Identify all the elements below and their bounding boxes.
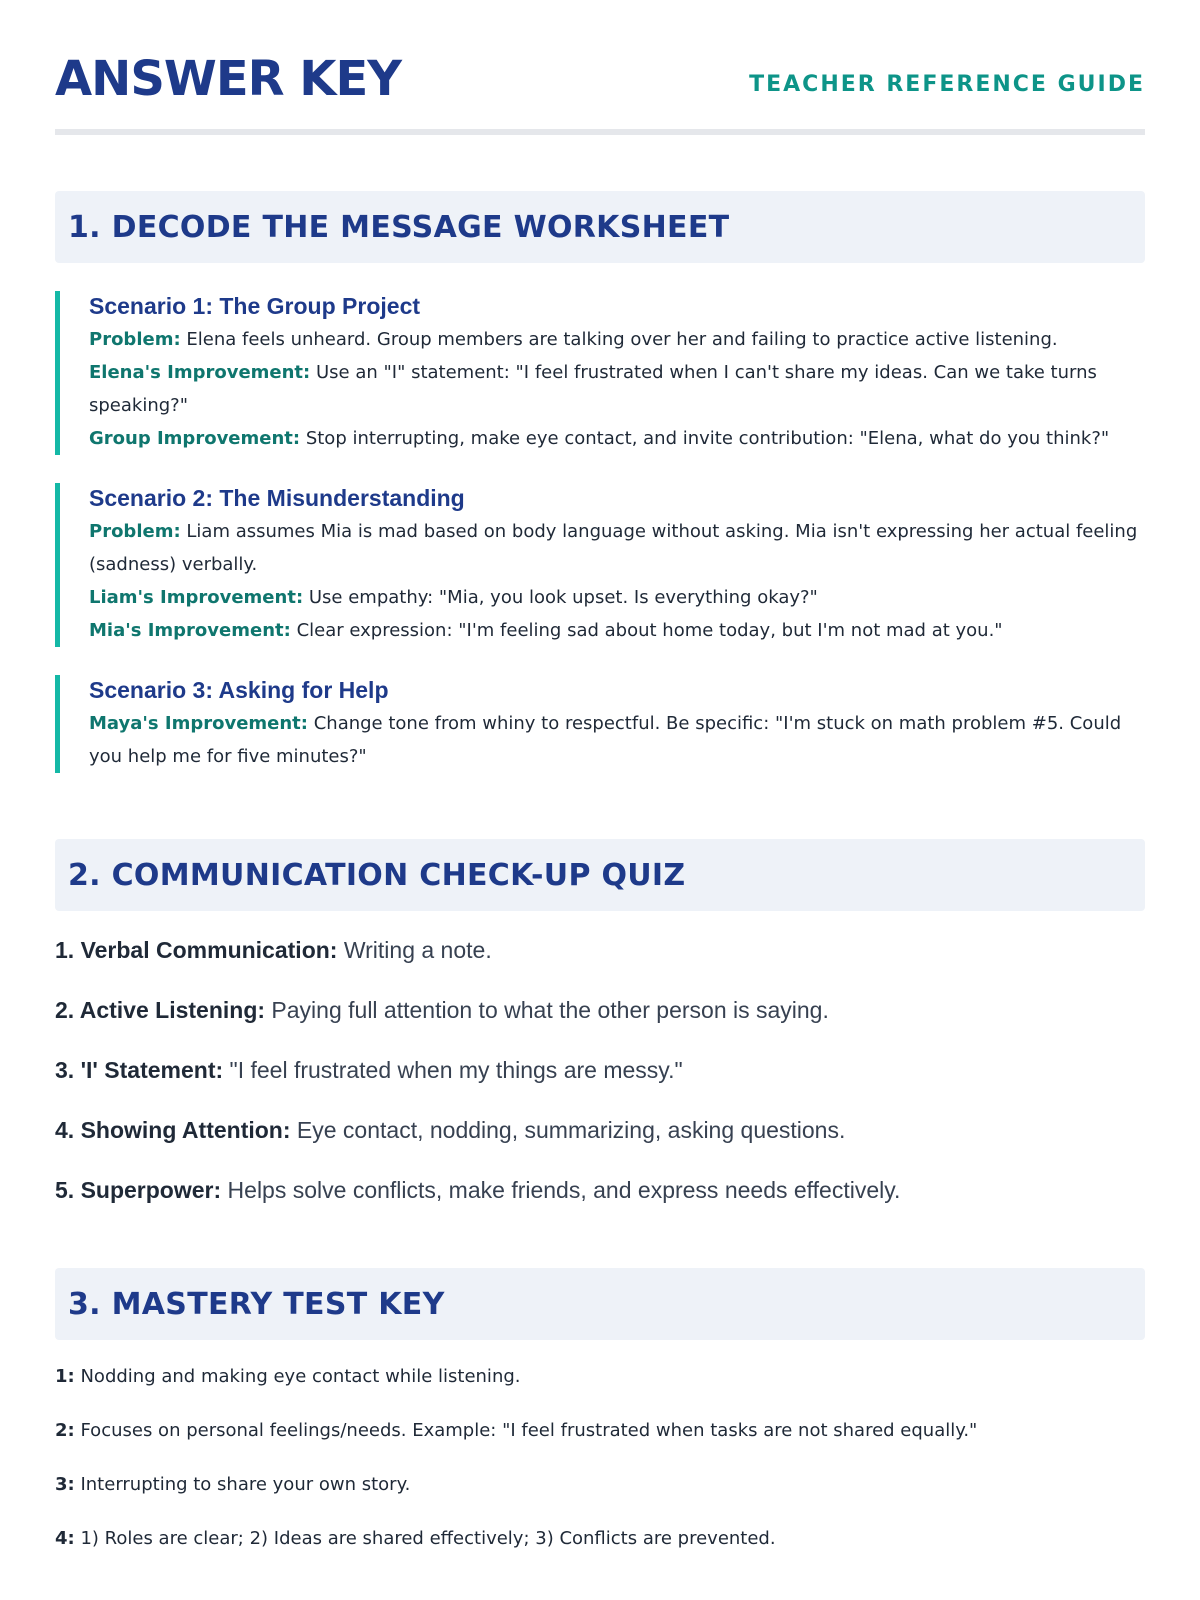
mastery-answer-text: Interrupting to share your own story. — [80, 1474, 411, 1495]
line-text: Change tone from whiny to respectful. Be specific: "I'm stuck on math problem #5. Could you help me for five minutes?" — [89, 713, 1122, 767]
quiz-answer-label: 1. Verbal Communication: — [55, 937, 338, 963]
quiz-answer-label: 2. Active Listening: — [55, 997, 266, 1023]
quiz-answer-label: 3. 'I' Statement: — [55, 1057, 224, 1083]
mastery-answers — [55, 1364, 1145, 1552]
section-2-header — [55, 839, 1145, 911]
quiz-answers — [55, 935, 1145, 1206]
page-header — [55, 0, 1145, 135]
line-text: Clear expression: "I'm feeling sad about home today, but I'm not mad at you." — [296, 620, 1003, 641]
section-1-heading: 1. DECODE THE MESSAGE WORKSHEET — [68, 209, 730, 245]
line-text: Stop interrupting, make eye contact, and invite contribution: "Elena, what do you think?" — [305, 428, 1110, 449]
scenario-2 — [55, 483, 1145, 647]
mastery-answer-label: 3: — [55, 1474, 75, 1495]
page-subtitle: TEACHER REFERENCE GUIDE — [749, 72, 1145, 97]
section-1-header — [55, 191, 1145, 263]
quiz-answer-text: Helps solve conflicts, make friends, and express needs effectively. — [227, 1177, 901, 1203]
scenario-title: Scenario 1: The Group Project — [89, 293, 421, 319]
scenario-line — [89, 323, 1145, 356]
quiz-answer — [55, 935, 1145, 966]
scenario-line — [89, 356, 1145, 422]
scenario-title: Scenario 2: The Misunderstanding — [89, 485, 465, 511]
quiz-answer-label: 4. Showing Attention: — [55, 1117, 291, 1143]
mastery-answer-label: 2: — [55, 1420, 75, 1441]
line-label: Group Improvement: — [89, 428, 301, 449]
quiz-answer — [55, 1175, 1145, 1206]
mastery-answer-text: 1) Roles are clear; 2) Ideas are shared effectively; 3) Conflicts are prevented. — [80, 1528, 776, 1549]
line-text: Use an "I" statement: "I feel frustrated when I can't share my ideas. Can we take turns speaking?" — [89, 362, 1097, 416]
mastery-answer-text: Nodding and making eye contact while listening. — [80, 1366, 521, 1387]
line-text: Elena feels unheard. Group members are talking over her and failing to practice active listening. — [186, 329, 1058, 350]
scenario-3 — [55, 675, 1145, 773]
scenario-line — [89, 614, 1145, 647]
mastery-answer — [55, 1418, 1145, 1444]
quiz-answer-text: Paying full attention to what the other person is saying. — [271, 997, 829, 1023]
quiz-answer — [55, 1115, 1145, 1146]
line-label: Problem: — [89, 329, 181, 350]
scenario-title: Scenario 3: Asking for Help — [89, 677, 389, 703]
mastery-answer-text: Focuses on personal feelings/needs. Example: "I feel frustrated when tasks are not shared equally." — [80, 1420, 978, 1441]
mastery-answer — [55, 1472, 1145, 1498]
quiz-answer — [55, 1055, 1145, 1086]
line-label: Elena's Improvement: — [89, 362, 311, 383]
line-text: Liam assumes Mia is mad based on body language without asking. Mia isn't expressing her actual feeling (sadness) verbally. — [89, 521, 1138, 575]
line-label: Problem: — [89, 521, 181, 542]
quiz-answer-label: 5. Superpower: — [55, 1177, 222, 1203]
quiz-answer-text: Writing a note. — [343, 937, 492, 963]
scenario-line — [89, 581, 1145, 614]
line-label: Liam's Improvement: — [89, 587, 304, 608]
line-label: Maya's Improvement: — [89, 713, 308, 734]
section-2-heading: 2. COMMUNICATION CHECK-UP QUIZ — [68, 857, 686, 893]
scenario-line — [89, 707, 1145, 773]
line-text: Use empathy: "Mia, you look upset. Is everything okay?" — [308, 587, 818, 608]
quiz-answer — [55, 995, 1145, 1026]
mastery-answer — [55, 1364, 1145, 1390]
scenario-line — [89, 422, 1145, 455]
mastery-answer-label: 1: — [55, 1366, 75, 1387]
mastery-answer — [55, 1526, 1145, 1552]
section-3-header — [55, 1268, 1145, 1340]
scenario-1 — [55, 291, 1145, 455]
quiz-answer-text: "I feel frustrated when my things are messy." — [229, 1057, 683, 1083]
page-title: ANSWER KEY — [55, 51, 402, 107]
quiz-answer-text: Eye contact, nodding, summarizing, asking questions. — [296, 1117, 846, 1143]
mastery-answer-label: 4: — [55, 1528, 75, 1549]
section-3-heading: 3. MASTERY TEST KEY — [68, 1286, 445, 1322]
scenario-line — [89, 515, 1145, 581]
line-label: Mia's Improvement: — [89, 620, 291, 641]
